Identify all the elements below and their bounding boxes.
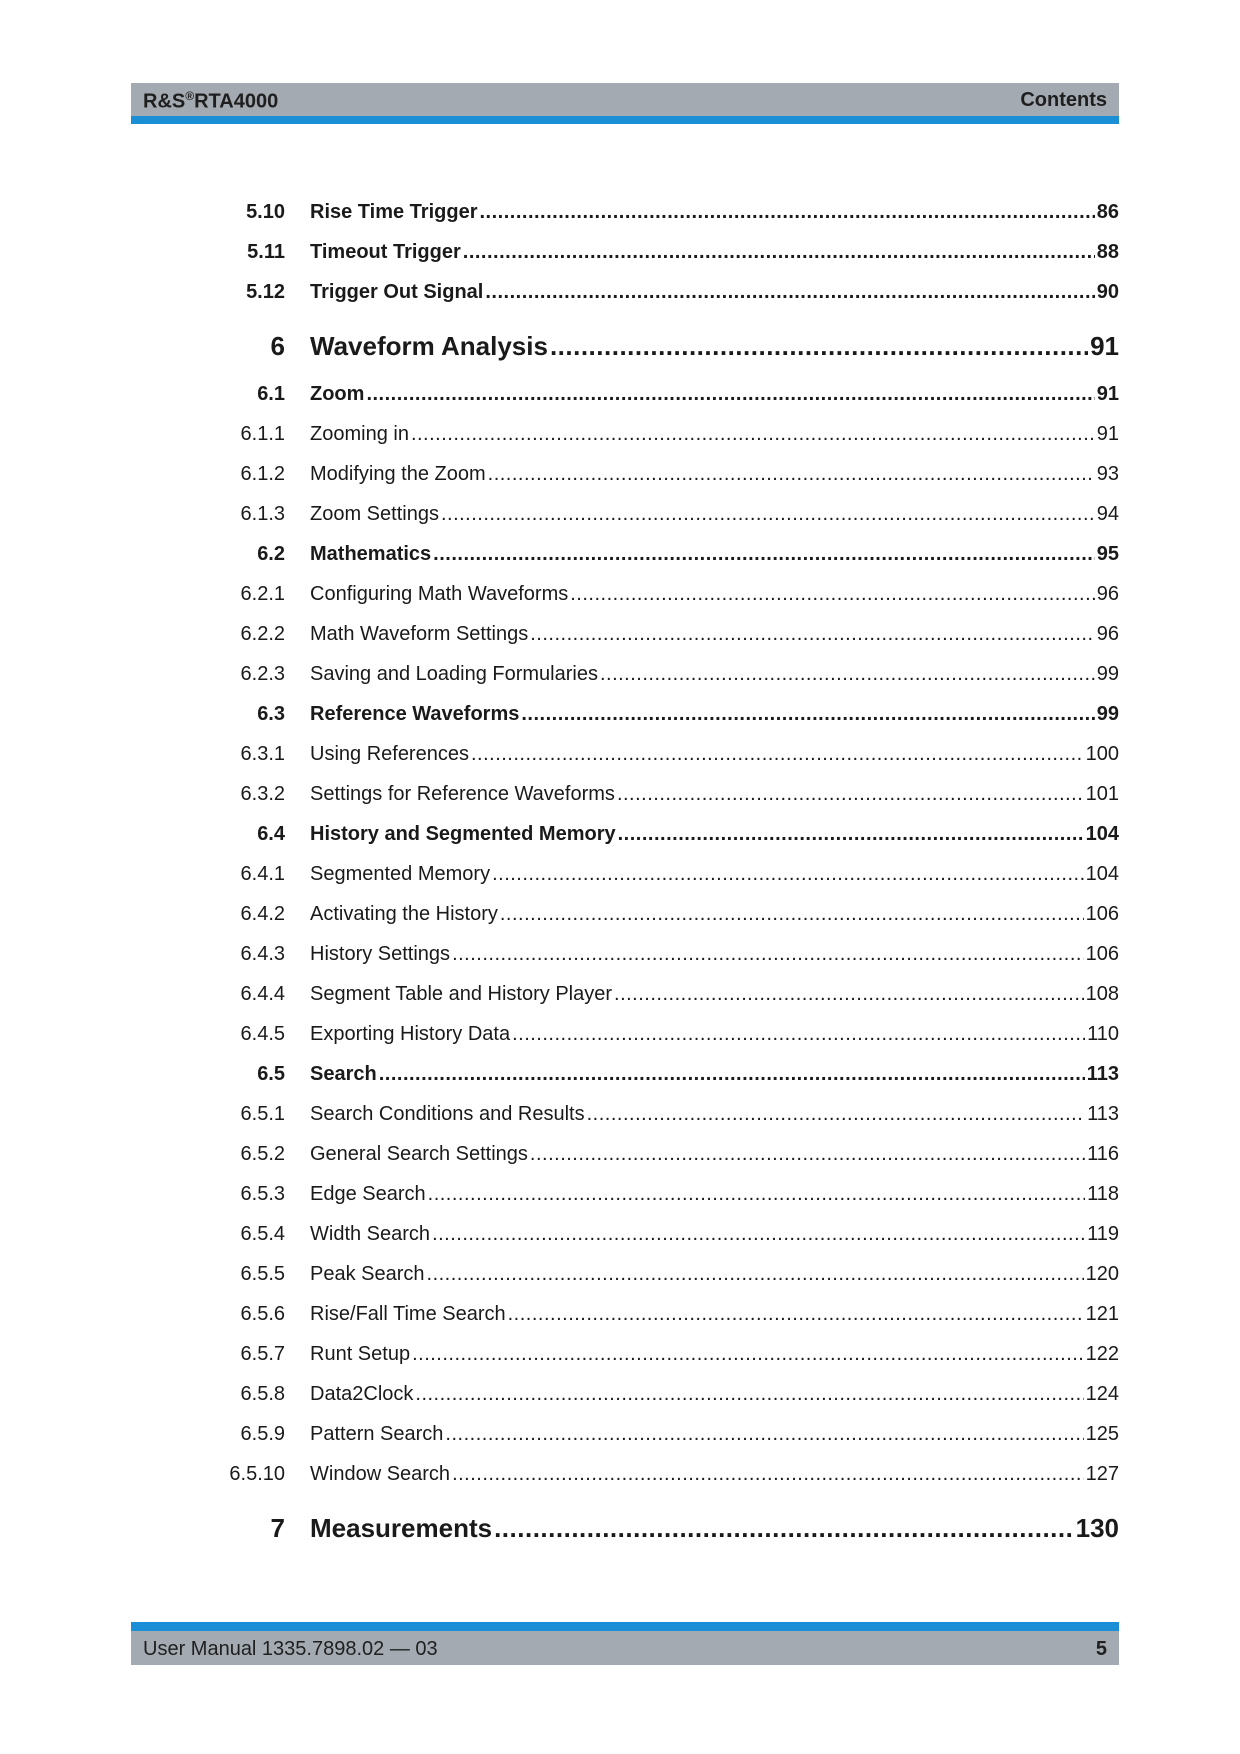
dot-leader: [452, 1459, 1084, 1489]
toc-entry-page: 100: [1085, 743, 1119, 765]
toc-entry-number: 6.5.10: [229, 1463, 285, 1485]
toc-entry-title: Segmented Memory: [310, 863, 491, 885]
toc-entry-page: 108: [1085, 983, 1119, 1005]
toc-entry-page: 119: [1087, 1223, 1119, 1245]
toc-entry[interactable]: [210, 1019, 1119, 1049]
toc-entry[interactable]: [210, 1179, 1119, 1209]
page-header: [131, 83, 1119, 124]
toc-entry[interactable]: [210, 619, 1119, 649]
toc-entry-number: 6.2: [257, 543, 285, 565]
toc-entry[interactable]: [210, 419, 1119, 449]
toc-entry-title: Modifying the Zoom: [310, 463, 486, 485]
toc-entry[interactable]: [210, 1139, 1119, 1169]
dot-leader: [471, 739, 1084, 769]
toc-entry-title: Zooming in: [310, 423, 409, 445]
toc-entry-number: 6.2.2: [240, 623, 285, 645]
header-model: RTA4000: [194, 90, 279, 113]
toc-entry-page: 116: [1087, 1143, 1119, 1165]
toc-entry[interactable]: [210, 539, 1119, 569]
toc-entry-page: 101: [1085, 783, 1119, 805]
toc-entry-title: Settings for Reference Waveforms: [310, 783, 615, 805]
page-footer: [131, 1622, 1119, 1665]
toc-entry[interactable]: [210, 379, 1119, 409]
toc-entry-page: 96: [1096, 623, 1119, 645]
toc-entry-number: 6.4.3: [240, 943, 285, 965]
page-number: 5: [1095, 1638, 1107, 1660]
toc-entry[interactable]: [210, 1099, 1119, 1129]
toc-entry[interactable]: [210, 859, 1119, 889]
toc-entry-number: 6.3.2: [240, 783, 285, 805]
toc-entry-number: 6.4.2: [240, 903, 285, 925]
toc-entry[interactable]: [210, 1459, 1119, 1489]
dot-leader: [432, 1219, 1085, 1249]
toc-entry-title: Measurements: [310, 1513, 493, 1543]
toc-entry-number: 6.1.3: [240, 503, 285, 525]
toc-entry-number: 6.5.4: [240, 1223, 285, 1245]
dot-leader: [521, 699, 1094, 729]
toc-entry[interactable]: [210, 579, 1119, 609]
dot-leader: [530, 1139, 1085, 1169]
toc-entry-title: Zoom: [310, 383, 365, 405]
toc-entry-title: Search Conditions and Results: [310, 1103, 585, 1125]
toc-entry-title: Configuring Math Waveforms: [310, 583, 569, 605]
toc-entry-title: Math Waveform Settings: [310, 623, 529, 645]
toc-entry-page: 99: [1096, 663, 1119, 685]
toc-entry-number: 6.5.1: [240, 1103, 285, 1125]
dot-leader: [618, 819, 1084, 849]
toc-entry-title: Saving and Loading Formularies: [310, 663, 598, 685]
toc-entry-number: 6.5.6: [240, 1303, 285, 1325]
toc-entry-title: Exporting History Data: [310, 1023, 511, 1045]
toc-entry[interactable]: [210, 739, 1119, 769]
toc-entry[interactable]: [210, 939, 1119, 969]
toc-entry-number: 6.4.4: [240, 983, 285, 1005]
dot-leader: [427, 1259, 1084, 1289]
toc-entry-page: 96: [1096, 583, 1119, 605]
toc-entry-number: 6.3.1: [240, 743, 285, 765]
header-brand: R&S: [143, 90, 186, 113]
toc-entry-number: 6.4: [257, 823, 285, 845]
toc-entry[interactable]: [210, 1379, 1119, 1409]
toc-entry-page: 106: [1085, 903, 1119, 925]
toc-entry-page: 91: [1096, 423, 1119, 445]
toc-entry-title: History and Segmented Memory: [310, 823, 616, 845]
dot-leader: [441, 499, 1095, 529]
toc-entry-title: Activating the History: [310, 903, 498, 925]
toc-entry-page: 118: [1087, 1183, 1119, 1205]
toc-entry-title: Data2Clock: [310, 1383, 414, 1405]
toc-entry-title: Reference Waveforms: [310, 703, 520, 725]
toc-entry-number: 6.5.8: [240, 1383, 285, 1405]
toc-entry-title: Using References: [310, 743, 469, 765]
toc-entry-number: 6.1.1: [240, 423, 285, 445]
dot-leader: [494, 1509, 1074, 1547]
dot-leader: [600, 659, 1095, 689]
toc-entry[interactable]: [210, 1219, 1119, 1249]
toc-entry-number: 6: [270, 331, 285, 361]
toc-entry-title: Zoom Settings: [310, 503, 439, 525]
dot-leader: [485, 277, 1094, 307]
toc-entry-number: 6.2.1: [240, 583, 285, 605]
toc-entry-page: 113: [1087, 1103, 1119, 1125]
toc-entry[interactable]: [210, 1419, 1119, 1449]
dot-leader: [412, 1339, 1084, 1369]
toc-entry[interactable]: [210, 327, 1119, 365]
toc-entry-title: Trigger Out Signal: [310, 281, 484, 303]
toc-entry[interactable]: [210, 1509, 1119, 1547]
toc-entry-page: 110: [1087, 1023, 1119, 1045]
toc-entry-page: 91: [1090, 331, 1119, 361]
toc-entry-page: 113: [1086, 1063, 1119, 1085]
toc-entry-title: Rise/Fall Time Search: [310, 1303, 506, 1325]
dot-leader: [452, 939, 1084, 969]
toc-entry-title: General Search Settings: [310, 1143, 528, 1165]
toc-entry-page: 120: [1085, 1263, 1119, 1285]
toc-entry-number: 7: [270, 1513, 285, 1543]
toc-entry-number: 6.4.5: [240, 1023, 285, 1045]
toc-entry-number: 6.5.9: [240, 1423, 285, 1445]
toc-entry-number: 6.4.1: [240, 863, 285, 885]
toc-entry-number: 6.5.7: [240, 1343, 285, 1365]
toc-entry-page: 125: [1085, 1423, 1119, 1445]
toc-entry[interactable]: [210, 499, 1119, 529]
toc-entry-page: 95: [1096, 543, 1119, 565]
dot-leader: [488, 459, 1095, 489]
toc-entry-title: Width Search: [310, 1223, 431, 1245]
toc-entry-title: Window Search: [310, 1463, 451, 1485]
toc-entry[interactable]: [210, 459, 1119, 489]
toc-entry-title: Timeout Trigger: [310, 241, 461, 263]
toc-entry-number: 5.12: [246, 281, 285, 303]
dot-leader: [570, 579, 1095, 609]
toc-entry-page: 91: [1096, 383, 1119, 405]
toc-entry-title: History Settings: [310, 943, 451, 965]
toc-entry[interactable]: [210, 277, 1119, 307]
dot-leader: [411, 419, 1095, 449]
toc-entry-number: 6.2.3: [240, 663, 285, 685]
toc-entry-title: Mathematics: [310, 543, 432, 565]
toc-entry-number: 5.10: [246, 201, 285, 223]
toc-entry-number: 6.5.3: [240, 1183, 285, 1205]
toc-entry-number: 6.5.2: [240, 1143, 285, 1165]
toc-entry-page: 86: [1096, 201, 1119, 223]
toc-entry-title: Rise Time Trigger: [310, 201, 478, 223]
toc-entry-title: Waveform Analysis: [310, 331, 548, 361]
toc-entry[interactable]: [210, 659, 1119, 689]
dot-leader: [587, 1099, 1086, 1129]
toc-entry-page: 124: [1085, 1383, 1119, 1405]
toc-entry-number: 6.3: [257, 703, 285, 725]
toc-entry-page: 106: [1085, 943, 1119, 965]
toc-entry-title: Peak Search: [310, 1263, 425, 1285]
dot-leader: [433, 539, 1095, 569]
toc-entry[interactable]: [210, 237, 1119, 267]
footer-manual-id: User Manual 1335.7898.02 ― 03: [143, 1638, 438, 1660]
toc-entry[interactable]: [210, 699, 1119, 729]
toc-entry-page: 90: [1096, 281, 1119, 303]
toc-entry-title: Search: [310, 1063, 377, 1085]
toc-entry[interactable]: [210, 1259, 1119, 1289]
toc-entry-page: 93: [1096, 463, 1119, 485]
toc-entry-page: 104: [1085, 823, 1119, 845]
toc-entry-page: 94: [1096, 503, 1119, 525]
toc-entry-page: 88: [1096, 241, 1119, 263]
toc-entry-title: Pattern Search: [310, 1423, 444, 1445]
toc-entry[interactable]: [210, 1059, 1119, 1089]
dot-leader: [508, 1299, 1084, 1329]
header-section: Contents: [1020, 89, 1107, 111]
dot-leader: [445, 1419, 1083, 1449]
dot-leader: [550, 327, 1088, 365]
toc-entry-number: 6.1.2: [240, 463, 285, 485]
dot-leader: [366, 379, 1094, 409]
dot-leader: [500, 899, 1084, 929]
toc-entry[interactable]: [210, 779, 1119, 809]
toc-entry-page: 122: [1085, 1343, 1119, 1365]
dot-leader: [512, 1019, 1085, 1049]
toc-entry-page: 127: [1085, 1463, 1119, 1485]
toc-entry-number: 6.5.5: [240, 1263, 285, 1285]
dot-leader: [428, 1179, 1085, 1209]
dot-leader: [530, 619, 1095, 649]
toc-entry[interactable]: [210, 819, 1119, 849]
toc-entry-number: 6.5: [257, 1063, 285, 1085]
dot-leader: [463, 237, 1095, 267]
registered-mark: ®: [185, 89, 195, 103]
toc-entry-number: 5.11: [247, 241, 285, 263]
dot-leader: [614, 979, 1084, 1009]
toc-entry-number: 6.1: [257, 383, 285, 405]
toc-entry-page: 104: [1085, 863, 1119, 885]
toc-entry-page: 99: [1096, 703, 1119, 725]
toc-entry-title: Runt Setup: [310, 1343, 411, 1365]
toc-entry[interactable]: [210, 197, 1119, 227]
dot-leader: [479, 197, 1094, 227]
header-product: [143, 89, 278, 114]
dot-leader: [379, 1059, 1085, 1089]
dot-leader: [415, 1379, 1083, 1409]
toc-entry[interactable]: [210, 979, 1119, 1009]
toc-entry-title: Segment Table and History Player: [310, 983, 613, 1005]
toc-entry-page: 130: [1075, 1513, 1119, 1543]
toc-entry[interactable]: [210, 1299, 1119, 1329]
toc-entry[interactable]: [210, 1339, 1119, 1369]
toc-entry-page: 121: [1085, 1303, 1119, 1325]
dot-leader: [492, 859, 1084, 889]
toc-entry-title: Edge Search: [310, 1183, 426, 1205]
toc-entry[interactable]: [210, 899, 1119, 929]
dot-leader: [617, 779, 1084, 809]
